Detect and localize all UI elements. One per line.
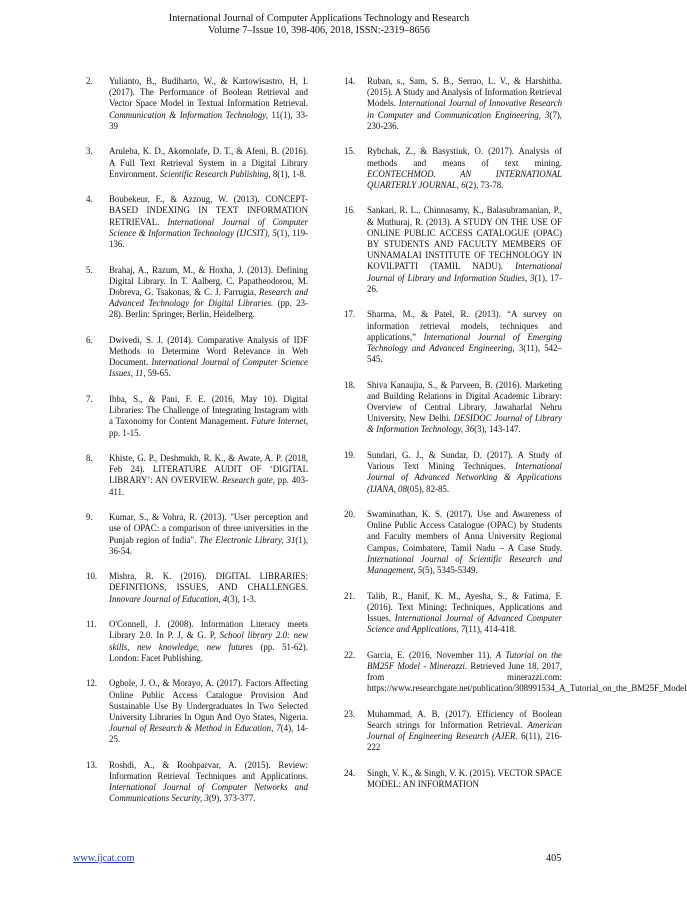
reference-text	[367, 380, 562, 435]
reference-number: 9.	[86, 512, 93, 523]
reference-segment: (pp. 51-62). London: Facet Publishing.	[109, 641, 308, 663]
reference-segment: Dwivedi, S. J. (2014). Comparative Analysis of IDF Methods to Determine Word Relevance in Web Document.	[109, 334, 308, 368]
reference-segment: 8(1), 1-8.	[270, 168, 307, 179]
reference-segment: (4), 14-25.	[109, 723, 308, 745]
reference-source-italic: International Journal of Advanced Networking & Applications (IJANA, 08	[367, 461, 562, 494]
reference-number: 15.	[344, 146, 356, 157]
reference-source-italic: A Tutorial on the BM25F Model - Minerazzi.	[367, 649, 562, 671]
reference-text	[367, 768, 562, 789]
reference-segment: (1), 17-26.	[367, 272, 562, 294]
journal-website-link[interactable]: www.ijcat.com	[73, 853, 135, 864]
reference-segment: O'Connell, J. (2008). Information Literacy meets Library 2.0. In P. J, & G. P,	[109, 619, 308, 641]
reference-segment: (05), 82-85.	[406, 483, 450, 494]
reference-item	[86, 146, 308, 180]
reference-item	[344, 649, 687, 695]
reference-item	[344, 205, 562, 295]
reference-text	[109, 146, 308, 178]
reference-item	[86, 571, 308, 605]
reference-segment: Talib, R., Hanif, K. M., Ayesha, S., & Fatima, F. (2016). Text Mining: Techniques, Applications and Issues.	[367, 590, 562, 623]
reference-number: 19.	[344, 449, 356, 460]
reference-segment: (2), 73-78.	[465, 179, 504, 190]
reference-item	[344, 380, 562, 436]
reference-segment: Ogbole, J. O., & Morayo, A. (2017). Factors Affecting Online Public Access Catalogue Provision And Sustainable Use By Undergraduates In Two Selected University Libraries In Ogun And Oyo States, Nigeria.	[109, 678, 308, 722]
reference-number: 3.	[86, 146, 93, 157]
reference-number: 11.	[86, 619, 97, 630]
journal-volume: Volume 7–Issue 10, 398-406, 2018, ISSN:-2319–8656	[208, 25, 430, 36]
reference-segment: , 3(11), 542–545.	[367, 342, 562, 365]
reference-segment: (5), 5345-5349.	[422, 565, 478, 576]
reference-segment: Boubekeur, F., & Azzoug, W. (2013). CONCEPT-BASED INDEXING IN TEXT INFORMATION RETRIEVAL.	[109, 194, 308, 227]
reference-number: 12.	[86, 678, 98, 689]
page-number: 405	[546, 853, 562, 864]
reference-source-italic: International Journal of Computer Networks and Communications Security, 3	[109, 782, 308, 804]
reference-number: 6.	[86, 334, 93, 345]
reference-item	[344, 146, 562, 191]
reference-segment: (pp. 23-28). Berlin: Springer, Berlin, Heidelberg.	[109, 298, 308, 320]
reference-source-italic: Research gate	[221, 475, 273, 486]
reference-text	[109, 453, 308, 497]
reference-number: 4.	[86, 194, 93, 205]
reference-segment: Khiste, G. P., Deshmukh, R. K., & Awate, A. P. (2018, Feb 24). LITERATURE AUDIT OF ‘DIGITAL LIBRARY’: AN OVERVIEW.	[109, 453, 308, 486]
reference-segment: (1), 36-54.	[109, 534, 308, 556]
reference-segment: Rybchak, Z., & Basystiuk, O. (2017). Analysis of methods and means of text mining.	[367, 146, 562, 168]
reference-segment: Kumar, S., & Vohra, R. (2013). "User perception and use of OPAC: a comparison of three universities in the Punjab region of India".	[109, 512, 308, 545]
reference-source-italic: School library 2.0: new skills, new knowledge, new futures	[109, 630, 308, 652]
reference-number: 2.	[86, 76, 93, 86]
reference-segment: (7), 230-236.	[367, 109, 562, 131]
reference-text	[367, 650, 687, 694]
reference-segment: 6(11), 216-222	[367, 731, 562, 753]
journal-title: International Journal of Computer Applications Technology and Research	[168, 13, 470, 24]
reference-text	[109, 760, 308, 804]
reference-segment: Swaminathan, K. S. (2017). Use and Awareness of Online Public Access Catalogue (OPAC) by Students and Faculty members of Anna University Regional Campus, Coimbatore, Tamil Nadu – A Case Study.	[367, 509, 562, 553]
reference-number: 10.	[86, 571, 98, 582]
reference-text	[367, 309, 562, 364]
reference-text	[109, 265, 308, 320]
reference-source-italic: DESIDOC Journal of Library & Information Technology, 36	[367, 413, 562, 435]
reference-number: 7.	[86, 393, 93, 404]
reference-segment: Singh, V. K., & Singh, V. K. (2015). VECTOR SPACE MODEL: AN INFORMATION	[367, 767, 562, 790]
reference-segment: , 59-65.	[143, 368, 171, 379]
reference-source-italic: International Journal of Computer Science & Information Technology (IJCSIT), 5	[109, 216, 308, 238]
reference-number: 8.	[86, 453, 93, 464]
reference-item	[344, 709, 562, 754]
reference-text	[367, 450, 562, 494]
reference-text	[109, 76, 308, 131]
reference-source-italic: International Journal of Scientific Research and Management, 5	[367, 553, 562, 576]
reference-item	[86, 76, 308, 132]
reference-text	[109, 678, 308, 744]
reference-text	[109, 394, 308, 438]
reference-source-italic: ECONTECHMOD. AN INTERNATIONAL QUARTERLY JOURNAL, 6	[367, 168, 562, 190]
reference-source-italic: Innovare Journal of Education, 4	[109, 593, 228, 604]
reference-segment: Sharma, M., & Patel, R. (2013). “A survey on information retrieval models, techniques and applications,”	[367, 309, 562, 342]
reference-segment: (11), 414-418.	[465, 624, 517, 635]
reference-text	[109, 571, 308, 603]
reference-text	[109, 512, 308, 556]
reference-text	[367, 205, 562, 293]
references-right-column	[344, 76, 687, 805]
reference-segment: (3), 143-147.	[474, 424, 521, 435]
reference-text	[367, 509, 562, 575]
reference-segment: Garcia, E. (2016, November 11).	[367, 649, 496, 660]
reference-segment: Ibba, S., & Pani, F. E. (2016, May 10). Digital Libraries: The Challenge of Integrating Instagram with a Taxonomy for Content Management.	[109, 393, 308, 427]
reference-segment: Shiva Kanaujia, S., & Parveen, B. (2016). Marketing and Building Relations in Digital Academic Library: Overview of Central Library, Jawaharlal Nehru University, New Delhi.	[367, 379, 562, 424]
reference-number: 22.	[344, 649, 356, 660]
reference-segment: Yulianto, B., Budiharto, W., & Kartowisastro, H, I. (2017). The Performance of Boolean Retrieval and Vector Space Model in Textual Information Retrieval.	[109, 76, 308, 109]
reference-segment: Roshdi, A., & Roohparvar, A. (2015). Review: Information Retrieval Techniques and Applications.	[109, 759, 308, 782]
reference-text	[367, 709, 562, 753]
reference-source-italic: Research and Advanced Technology for Digital Libraries.	[109, 286, 308, 309]
reference-item	[344, 768, 562, 790]
reference-text	[367, 76, 562, 131]
reference-number: 18.	[344, 379, 356, 390]
reference-number: 23.	[344, 708, 356, 719]
reference-segment: Sankari, R. L., Chinnasamy, K., Balasubramanian, P., & Muthuraj, R. (2013). A STUDY ON THE USE OF ONLINE PUBLIC ACCESS CATALOGUE (OPAC) BY STUDENTS AND FACULTY MEMBERS OF UNNAMALAI INSTITUTE OF TECHNOLOGY IN KOVILPATTI (TAMIL NADU).	[367, 205, 562, 272]
reference-item	[86, 265, 308, 321]
reference-source-italic: Future Internet	[251, 416, 306, 427]
reference-number: 5.	[86, 264, 93, 275]
reference-item	[344, 76, 562, 132]
reference-number: 16.	[344, 205, 356, 216]
reference-item	[86, 335, 308, 380]
reference-number: 20.	[344, 509, 356, 520]
reference-source-italic: International Journal of Library and Information Studies, 3	[367, 261, 562, 283]
reference-item	[344, 450, 562, 495]
reference-text	[109, 335, 308, 379]
reference-segment: (1), 119-136.	[109, 227, 308, 250]
reference-text	[367, 146, 562, 190]
reference-segment: Muhammad, A. B. (2017). Efficiency of Boolean Search strings for Information Retrieval.	[367, 708, 562, 731]
reference-number: 13.	[86, 759, 98, 770]
reference-segment: Mishra, R. K. (2016). DIGITAL LIBRARIES: DEFINITIONS, ISSUES, AND CHALLENGES.	[109, 571, 308, 593]
reference-item	[86, 760, 308, 805]
reference-item	[86, 619, 308, 664]
journal-header	[0, 13, 638, 37]
reference-source-italic: Communication & Information Technology,	[109, 109, 268, 120]
reference-number: 17.	[344, 309, 356, 320]
reference-source-italic: Scientific Research Publishing,	[159, 168, 271, 179]
reference-item	[86, 512, 308, 557]
reference-source-italic: International Journal of Emerging Technology and Advanced Engineering	[367, 331, 562, 353]
reference-item	[86, 678, 308, 745]
references-left-column	[86, 76, 308, 819]
reference-source-italic: International Journal of Innovative Research in Computer and Communication Engineering, 3	[367, 98, 563, 120]
reference-text	[367, 591, 562, 635]
reference-segment: Sundari, G. J., & Sundar, D. (2017). A Study of Various Text Mining Techniques.	[367, 449, 562, 472]
reference-item	[86, 394, 308, 439]
reference-text	[109, 194, 308, 249]
reference-segment: (3), 1-3.	[227, 593, 257, 604]
reference-text	[109, 619, 308, 663]
reference-segment: (9), 373-377.	[208, 793, 256, 804]
reference-number: 14.	[344, 76, 356, 86]
reference-segment: , pp. 1-15.	[109, 416, 309, 438]
reference-item	[344, 509, 562, 576]
reference-item	[86, 194, 308, 250]
reference-number: 21.	[344, 590, 356, 601]
reference-segment: 11(1), 33-39	[109, 109, 308, 131]
reference-segment: Brahaj, A., Razum, M., & Hoxha, J. (2013). Defining Digital Library. In T. Aalberg, C. Papatheodorou, M. Dobreva, G. Tsakonas, & C. J. Farrugia,	[109, 264, 308, 297]
reference-source-italic: American Journal of Engineering Research (AJER.	[367, 720, 562, 742]
reference-source-italic: International Journal of Advanced Computer Science and Applications, 7	[367, 613, 562, 635]
reference-segment: , pp. 403-411.	[109, 475, 308, 497]
reference-source-italic: The Electronic Library, 31	[199, 534, 296, 545]
reference-item	[86, 453, 308, 498]
reference-source-italic: International Journal of Computer Science Issues, 11	[109, 357, 308, 379]
reference-source-italic: Journal of Research & Method in Education, 7	[109, 723, 281, 734]
reference-item	[344, 309, 562, 365]
reference-segment: Aruleba, K. D., Akomolafe, D. T., & Afeni, B. (2016). A Full Text Retrieval System in a Digital Library Environment.	[109, 146, 308, 179]
reference-number: 24.	[344, 767, 356, 778]
reference-item	[344, 591, 562, 636]
reference-segment: Retrieved June 18, 2017, from minerazzi.com: https://www.researchgate.net/publication/308991534_A_Tutorial_on_the_BM25F_Model	[367, 660, 687, 694]
reference-segment: Ruban, s., Sam, S. B., Serrao, L. V., & Harshitha. (2015). A Study and Analysis of Information Retrieval Models.	[367, 76, 562, 109]
